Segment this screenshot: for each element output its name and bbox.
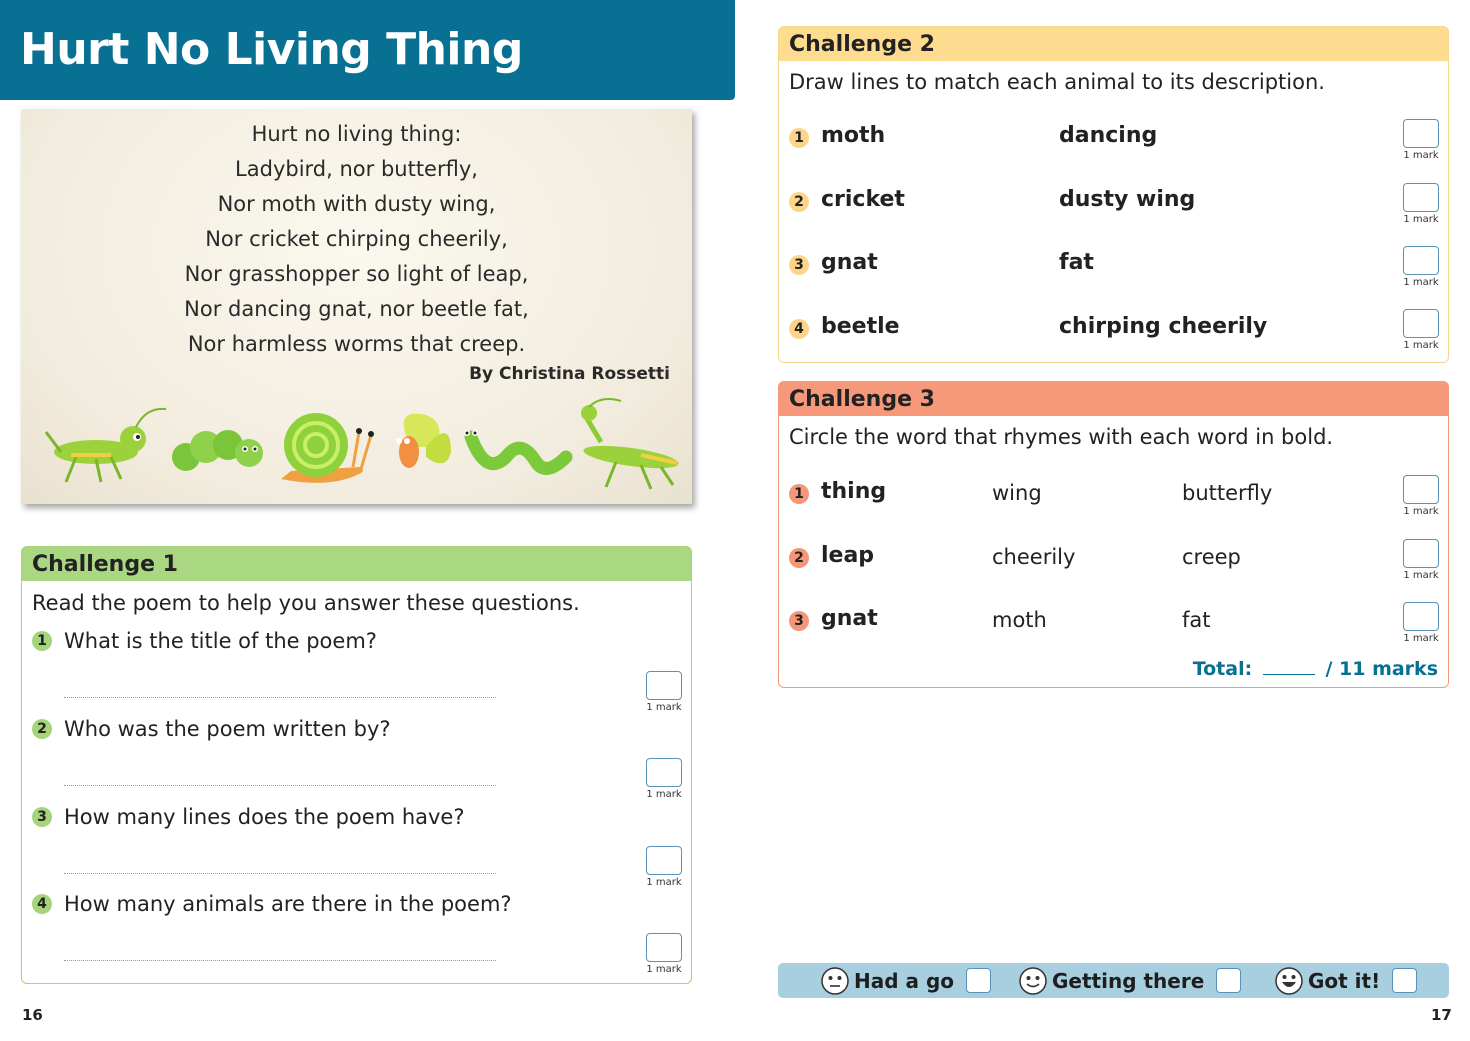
rhyme-option[interactable]: fat	[1182, 608, 1211, 632]
challenge-1-heading: Challenge 1	[22, 547, 691, 581]
rhyme-option[interactable]: butterfly	[1182, 481, 1273, 505]
rhyme-option[interactable]: wing	[992, 481, 1042, 505]
row-number: 1	[789, 484, 809, 504]
answer-line[interactable]	[64, 960, 496, 961]
answer-line[interactable]	[64, 785, 496, 786]
grasshopper-icon	[46, 409, 166, 482]
mark-box[interactable]	[1403, 602, 1439, 631]
smile-face-icon	[1018, 966, 1048, 996]
challenge-3-heading: Challenge 3	[779, 382, 1448, 416]
poem-card	[21, 109, 692, 504]
row-number: 3	[789, 611, 809, 631]
description-word[interactable]: fat	[1059, 250, 1094, 275]
mark-box[interactable]	[646, 846, 682, 875]
mark-label: 1 mark	[1403, 340, 1439, 351]
question-number: 3	[32, 807, 52, 827]
got-it-label: Got it!	[1308, 968, 1381, 993]
poem-line: Nor grasshopper so light of leap,	[184, 262, 529, 286]
assess-getting-there	[1018, 963, 1241, 998]
getting-there-label: Getting there	[1052, 968, 1205, 993]
mark-box[interactable]	[1403, 539, 1439, 568]
description-word[interactable]: dusty wing	[1059, 187, 1196, 212]
challenge-2-heading: Challenge 2	[779, 27, 1448, 61]
poem-text	[21, 117, 692, 362]
page-number-left: 16	[22, 1006, 43, 1024]
animal-word[interactable]: cricket	[821, 187, 905, 212]
mark-label: 1 mark	[1403, 277, 1439, 288]
animal-word[interactable]: gnat	[821, 250, 878, 275]
mark-box[interactable]	[646, 671, 682, 700]
total-suffix: / 11 marks	[1325, 658, 1438, 680]
challenge-3-intro: Circle the word that rhymes with each word in bold.	[789, 425, 1334, 449]
had-a-go-label: Had a go	[854, 968, 955, 993]
answer-line[interactable]	[64, 873, 496, 874]
page-title: Hurt No Living Thing	[20, 24, 523, 75]
challenge-1-intro: Read the poem to help you answer these questions.	[32, 591, 580, 615]
description-word[interactable]: chirping cheerily	[1059, 314, 1268, 339]
rhyme-option[interactable]: moth	[992, 608, 1047, 632]
row-number: 2	[789, 548, 809, 568]
question-text: How many lines does the poem have?	[64, 805, 465, 829]
mark-label: 1 mark	[1403, 570, 1439, 581]
challenge-2-intro: Draw lines to match each animal to its description.	[789, 70, 1325, 94]
mark-box[interactable]	[1403, 246, 1439, 275]
challenge-3-panel	[778, 381, 1449, 688]
mark-label: 1 mark	[646, 702, 682, 713]
butterfly-icon	[396, 414, 451, 468]
neutral-face-icon	[820, 966, 850, 996]
snail-icon	[281, 413, 374, 483]
mark-box[interactable]	[1403, 309, 1439, 338]
mark-label: 1 mark	[1403, 506, 1439, 517]
getting-there-checkbox[interactable]	[1216, 968, 1241, 993]
question-number: 1	[32, 631, 52, 651]
poem-line: Ladybird, nor butterfly,	[235, 157, 478, 181]
mark-box[interactable]	[1403, 183, 1439, 212]
animal-word[interactable]: beetle	[821, 314, 900, 339]
mark-label: 1 mark	[1403, 633, 1439, 644]
row-number: 4	[789, 319, 809, 339]
mantis-icon	[581, 399, 680, 489]
rhyme-option[interactable]: creep	[1182, 545, 1241, 569]
total-input-line[interactable]	[1263, 661, 1315, 675]
title-banner	[0, 0, 735, 100]
poem-line: Nor cricket chirping cheerily,	[205, 227, 508, 251]
row-number: 2	[789, 192, 809, 212]
mark-label: 1 mark	[1403, 150, 1439, 161]
total-marks	[1193, 658, 1438, 680]
question-number: 4	[32, 894, 52, 914]
bold-word: gnat	[821, 606, 878, 631]
mark-label: 1 mark	[646, 964, 682, 975]
poem-author: By Christina Rossetti	[469, 364, 670, 384]
mark-box[interactable]	[1403, 475, 1439, 504]
challenge-1-panel	[21, 546, 692, 984]
had-a-go-checkbox[interactable]	[966, 968, 991, 993]
worm-icon	[464, 430, 566, 468]
rhyme-option[interactable]: cheerily	[992, 545, 1076, 569]
question-number: 2	[32, 719, 52, 739]
bold-word: leap	[821, 543, 875, 568]
mark-box[interactable]	[646, 933, 682, 962]
critter-illustration	[41, 397, 681, 497]
page-number-right: 17	[1431, 1006, 1452, 1024]
answer-line[interactable]	[64, 697, 496, 698]
question-text: How many animals are there in the poem?	[64, 892, 512, 916]
description-word[interactable]: dancing	[1059, 123, 1158, 148]
self-assessment-bar	[778, 963, 1449, 998]
got-it-checkbox[interactable]	[1392, 968, 1417, 993]
animal-word[interactable]: moth	[821, 123, 886, 148]
total-label: Total:	[1192, 658, 1253, 680]
mark-label: 1 mark	[646, 877, 682, 888]
bold-word: thing	[821, 479, 887, 504]
challenge-2-panel	[778, 26, 1449, 363]
mark-label: 1 mark	[646, 789, 682, 800]
mark-box[interactable]	[646, 758, 682, 787]
row-number: 3	[789, 255, 809, 275]
caterpillar-icon	[172, 430, 263, 471]
assess-had-a-go	[820, 963, 991, 998]
question-text: Who was the poem written by?	[64, 717, 391, 741]
poem-line: Nor moth with dusty wing,	[217, 192, 496, 216]
poem-line: Nor harmless worms that creep.	[187, 332, 526, 356]
mark-label: 1 mark	[1403, 214, 1439, 225]
mark-box[interactable]	[1403, 119, 1439, 148]
row-number: 1	[789, 128, 809, 148]
poem-line: Hurt no living thing:	[251, 122, 462, 146]
question-text: What is the title of the poem?	[64, 629, 377, 653]
assess-got-it	[1274, 963, 1417, 998]
poem-line: Nor dancing gnat, nor beetle fat,	[184, 297, 529, 321]
grin-face-icon	[1274, 966, 1304, 996]
